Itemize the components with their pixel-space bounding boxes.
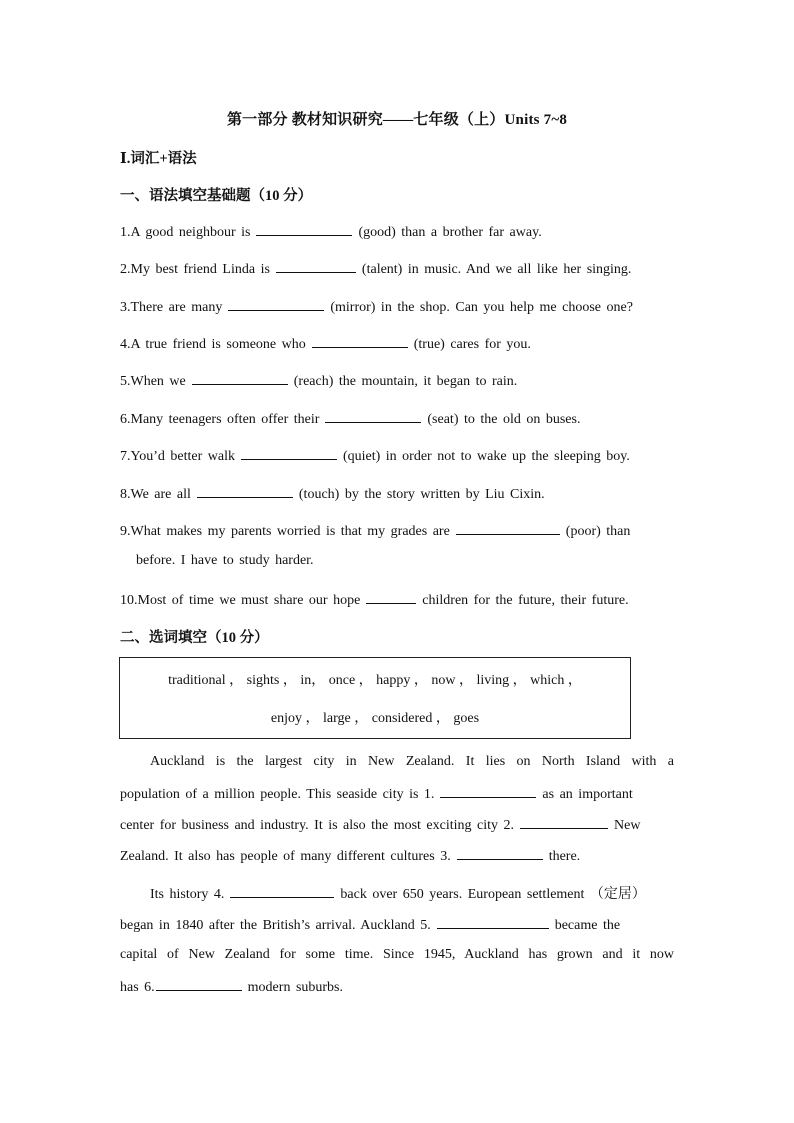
question-text: 7.You’d better walk: [120, 449, 235, 464]
passage-text: has 6.: [120, 980, 155, 995]
passage-text: modern suburbs.: [247, 980, 343, 995]
passage-line: [120, 845, 674, 867]
answer-blank[interactable]: [457, 845, 543, 860]
question-8: [120, 483, 672, 505]
question-text: (mirror) in the shop. Can you help me choose one?: [330, 300, 633, 315]
question-6: [120, 408, 672, 430]
section-heading-vocab-grammar: Ⅰ.词汇+语法: [120, 151, 197, 167]
answer-blank[interactable]: [197, 483, 293, 498]
passage-line: [120, 783, 674, 805]
question-9-continuation: before. I have to study harder.: [136, 553, 314, 568]
question-text: (poor) than: [565, 524, 631, 539]
passage-text: began in 1840 after the British’s arrival. Auckland 5.: [120, 918, 431, 933]
word-bank-line-2: enjoy ， large ， considered ， goes: [270, 711, 480, 726]
question-text: 4.A true friend is someone who: [120, 337, 306, 352]
question-text: 8.We are all: [120, 487, 191, 502]
question-5: [120, 370, 672, 392]
question-2: [120, 258, 672, 280]
question-4: [120, 333, 672, 355]
answer-blank[interactable]: [437, 914, 549, 929]
passage-line: capital of New Zealand for some time. Since 1945, Auckland has grown and it now: [120, 947, 674, 962]
question-7: [120, 445, 672, 467]
question-text: (quiet) in order not to wake up the sleeping boy.: [342, 449, 630, 464]
part1-heading: 一、语法填空基础题（10 分）: [120, 188, 313, 204]
question-text: children for the future, their future.: [422, 593, 629, 608]
passage-text: New: [614, 818, 641, 833]
question-text: (true) cares for you.: [413, 337, 531, 352]
question-text: 10.Most of time we must share our hope: [120, 593, 361, 608]
question-text: 6.Many teenagers often offer their: [120, 412, 320, 427]
page-title: 第一部分 教材知识研究——七年级（上）Units 7~8: [226, 112, 568, 128]
answer-blank[interactable]: [456, 520, 560, 535]
answer-blank[interactable]: [230, 883, 334, 898]
passage-line: [120, 814, 674, 836]
word-bank-line-1: traditional ， sights ， in， once ， happy ， now ， living ， which ，: [168, 673, 582, 688]
question-text: (talent) in music. And we all like her singing.: [361, 262, 632, 277]
answer-blank[interactable]: [276, 258, 356, 273]
passage-text: Its history 4.: [150, 887, 225, 902]
passage-line: [120, 976, 674, 998]
answer-blank[interactable]: [312, 333, 408, 348]
answer-blank[interactable]: [241, 445, 337, 460]
passage-text: as an important: [542, 787, 633, 802]
part2-heading: 二、选词填空（10 分）: [120, 630, 269, 646]
passage-text: center for business and industry. It is also the most exciting city 2.: [120, 818, 515, 833]
answer-blank[interactable]: [256, 221, 352, 236]
question-text: 5.When we: [120, 374, 186, 389]
question-text: (seat) to the old on buses.: [427, 412, 581, 427]
question-text: 2.My best friend Linda is: [120, 262, 270, 277]
word-bank-box: [119, 657, 631, 739]
question-text: (good) than a brother far away.: [358, 225, 542, 240]
question-1: [120, 221, 672, 243]
question-text: 1.A good neighbour is: [120, 225, 251, 240]
passage-line: Auckland is the largest city in New Zealand. It lies on North Island with a: [150, 754, 674, 769]
answer-blank[interactable]: [366, 589, 416, 604]
answer-blank[interactable]: [520, 814, 608, 829]
passage-line: [120, 914, 674, 936]
answer-blank[interactable]: [156, 976, 242, 991]
passage-line: [150, 883, 674, 905]
question-text: 3.There are many: [120, 300, 223, 315]
question-10: [120, 589, 672, 611]
passage-text: there.: [548, 849, 581, 864]
passage-text: population of a million people. This seaside city is 1.: [120, 787, 435, 802]
passage-text: back over 650 years. European settlement （定居）: [340, 887, 646, 902]
question-9: [120, 520, 672, 542]
question-3: [120, 296, 672, 318]
answer-blank[interactable]: [325, 408, 421, 423]
question-text: (touch) by the story written by Liu Cixin.: [298, 487, 545, 502]
answer-blank[interactable]: [440, 783, 536, 798]
question-text: 9.What makes my parents worried is that my grades are: [120, 524, 450, 539]
passage-text: became the: [554, 918, 621, 933]
question-text: (reach) the mountain, it began to rain.: [293, 374, 518, 389]
answer-blank[interactable]: [228, 296, 324, 311]
passage-text: Zealand. It also has people of many different cultures 3.: [120, 849, 451, 864]
answer-blank[interactable]: [192, 370, 288, 385]
